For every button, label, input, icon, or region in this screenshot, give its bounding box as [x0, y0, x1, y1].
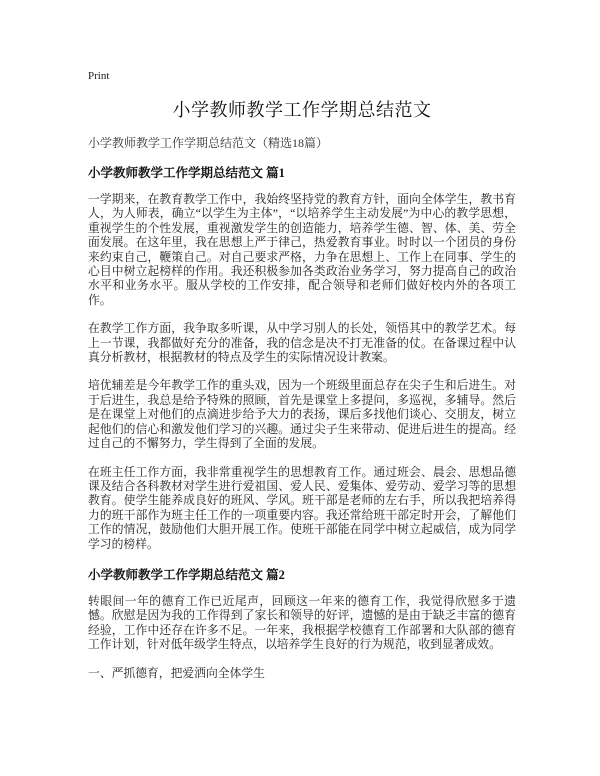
print-link[interactable]: Print [88, 70, 110, 82]
document-page [88, 70, 516, 694]
paragraph: 在班主任工作方面，我非常重视学生的思想教育工作。通过班会、晨会、思想品德课及结合各科教材对学生进行爱祖国、爱人民、爱集体、爱劳动、爱学习等的思想教育。使学生能养成良好的班风、学风。班干部是老师的左右手，所以我把培养得力的班干部作为班主任工作的一项重要内容。我还常给班干部定时开会，了解他们工作的情况，鼓励他们大胆开展工作。使班干部能在同学中树立起威信，成为同学学习的榜样。 [88, 464, 516, 551]
page-title: 小学教师教学工作学期总结范文 [172, 100, 432, 120]
document-subtitle: 小学教师教学工作学期总结范文（精选18篇） [88, 136, 329, 150]
paragraph: 在教学工作方面，我争取多听课，从中学习别人的长处，领悟其中的教学艺术。每上一节课，我都做好充分的准备，我的信念是决不打无准备的仗。在备课过程中认真分析教材，根据教材的特点及学生的实际情况设计教案。 [88, 321, 516, 365]
paragraph: 转眼间一年的德育工作已近尾声，回顾这一年来的德育工作，我觉得欣慰多于遗憾。欣慰是因为我的工作得到了家长和领导的好评，遗憾的是由于缺乏丰富的德育经验，工作中还存在许多不足。一年来，我根据学校德育工作部署和大队部的德育工作计划，针对低年级学生特点，以培养学生良好的行为规范，收到显著成效。 [88, 593, 516, 652]
paragraph: 一学期来，在教育教学工作中，我始终坚持党的教育方针，面向全体学生，教书育人，为人师表，确立“以学生为主体”，“以培养学生主动发展”为中心的教学思想，重视学生的个性发展，重视激发学生的创造能力，培养学生德、智、体、美、劳全面发展。在这年里，我在思想上严于律己，热爱教育事业。时时以一个团员的身份来约束自己，鞭策自己。对自己要求严格，力争在思想上、工作上在同事、学生的心目中树立起榜样的作用。我还积极参加各类政治业务学习，努力提高自己的政治水平和业务水平。服从学校的工作安排，配合领导和老师们做好校内外的各项工作。 [88, 192, 516, 307]
paragraph: 培优辅差是今年教学工作的重头戏，因为一个班级里面总存在尖子生和后进生。对于后进生，我总是给予特殊的照顾，首先是课堂上多提问，多巡视，多辅导。然后是在课堂上对他们的点滴进步给予大力的表扬，课后多找他们谈心、交朋友，树立起他们的信心和激发他们学习的兴趣。通过尖子生来带动、促进后进生的提高。经过自己的不懈努力，学生得到了全面的发展。 [88, 378, 516, 451]
section-heading: 小学教师教学工作学期总结范文 篇1 [88, 166, 285, 180]
paragraph: 一、严抓德育，把爱洒向全体学生 [88, 665, 265, 680]
section-heading: 小学教师教学工作学期总结范文 篇2 [88, 567, 285, 582]
